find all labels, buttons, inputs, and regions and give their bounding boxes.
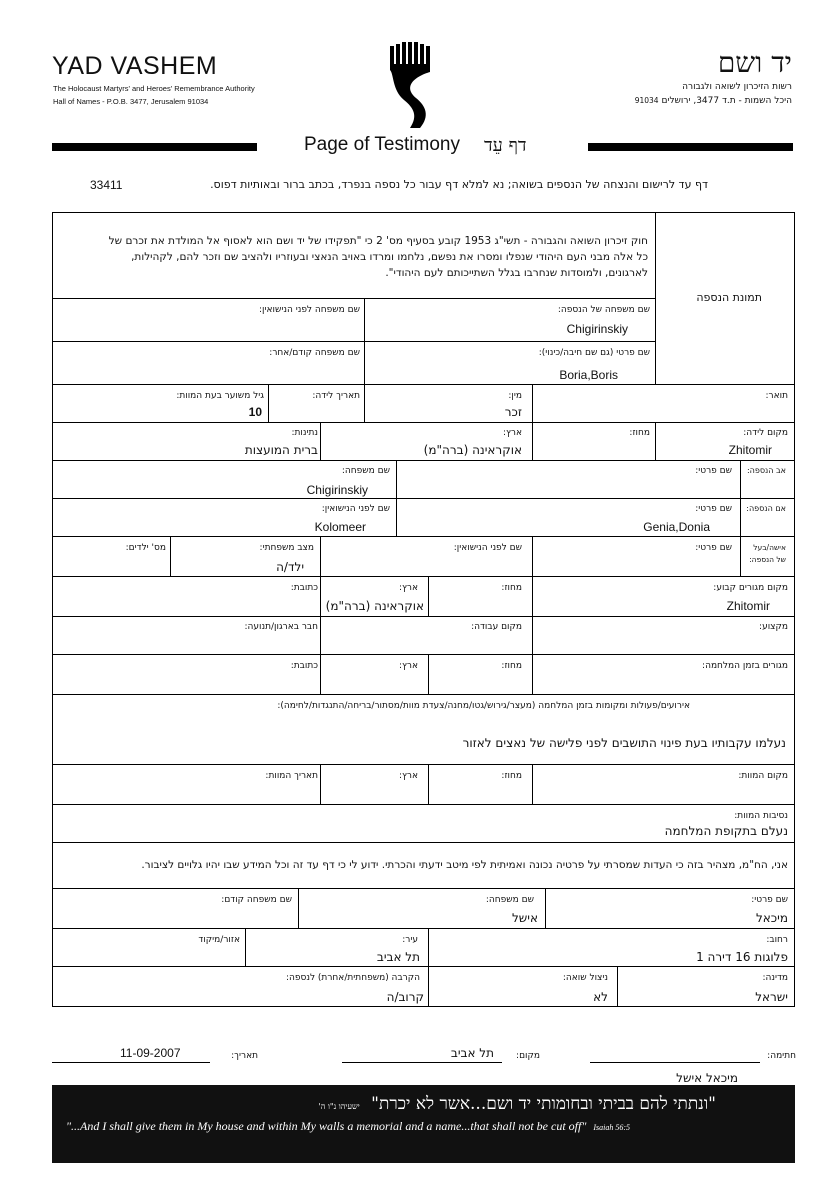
death-district-label: מחוז: (501, 771, 522, 781)
death-circumstances-label: נסיבות המוות: (734, 811, 788, 821)
victim-gender-label: מין: (508, 391, 522, 401)
death-date-label: תאריך המוות: (265, 771, 318, 781)
member-label: חבר בארגון/תנועה: (244, 622, 318, 632)
residence-district-label: מחוז: (501, 583, 522, 593)
submitter-street-label: רחוב: (766, 935, 788, 945)
profession-label: מקצוע: (759, 622, 788, 632)
submitter-family-name[interactable]: אישל (511, 911, 538, 925)
wartime-place-label: מגורים בזמן המלחמה: (702, 661, 788, 671)
victim-nationality-label: נתינות: (291, 428, 318, 438)
father-section-label: אב הנספה: (746, 466, 786, 475)
org-subtitle-he-2-text: היכל השמות - ת.ד 3477, ירושלים (661, 96, 792, 106)
residence-address-label: כתובת: (290, 583, 318, 593)
father-family-name-label: שם משפחה: (341, 466, 390, 476)
submitter-relation-label: הקרבה (משפחתית/אחרת) לנספה: (285, 973, 420, 983)
law-text-line-2: כל אלה מבני העם היהודי שנפלו ומסרו את נפשם, נלחמו ומרדו באויב הנאצי ובעוזריו ולהציב שם וזכר להם, לקהילות, (131, 251, 648, 263)
death-place-label: מקום המוות: (738, 771, 788, 781)
spouse-section-label-1: אישה/בעל (753, 543, 786, 552)
signature-line (590, 1062, 760, 1063)
death-country-label: ארץ: (399, 771, 418, 781)
victim-district-label: מחוז: (629, 428, 650, 438)
victim-age[interactable]: 10 (248, 405, 262, 419)
victim-age-label: גיל משוער בעת המוות: (176, 391, 264, 401)
signature-label: חתימה: (767, 1051, 796, 1061)
yad-vashem-logo (386, 42, 438, 132)
spouse-first-name-label: שם פרטי: (695, 543, 732, 553)
death-circumstances[interactable]: נעלם בתקופת המלחמה (664, 824, 788, 838)
victim-first-name[interactable]: Boria,Boris (559, 368, 618, 382)
residence-country-label: ארץ: (399, 583, 418, 593)
spouse-marital[interactable]: ילד/ה (276, 560, 304, 574)
victim-first-name-label: שם פרטי (גם שם חיבה/כינוי): (538, 348, 650, 358)
submitter-country-label: מדינה: (762, 973, 788, 983)
spouse-maiden-label: שם לפני הנישואין: (453, 543, 522, 553)
law-text-line-3: לארגונים, ולמוסדות שנחרבו בגלל השתייכותם לעם היהודי". (385, 267, 648, 279)
submitter-family-name-label: שם משפחה: (485, 895, 534, 905)
footer-quote-en-text: "...And I shall give them in My house and within My walls a memorial and a name...that shall not be cut off" (66, 1119, 587, 1133)
footer-quote-en-ref: Isaiah 56:5 (593, 1123, 631, 1132)
wartime-address-label: כתובת: (290, 661, 318, 671)
signature-date[interactable]: 11-09-2007 (120, 1046, 181, 1060)
submitter-relation[interactable]: קרוב/ה (386, 990, 424, 1004)
page-title-en: Page of Testimony (304, 134, 460, 155)
father-family-name[interactable]: Chigirinskiy (306, 483, 368, 497)
footer-quote-he-text: "ונתתי להם בביתי ובחומותי יד ושם...אשר לא יכרת" (371, 1094, 716, 1114)
victim-prev-name-label: שם משפחה קודם/אחר: (269, 348, 360, 358)
submitter-survivor[interactable]: לא (593, 990, 608, 1004)
spouse-marital-label: מצב משפחתי: (259, 543, 314, 553)
victim-gender[interactable]: זכר (504, 405, 522, 419)
org-subtitle-en-1: The Holocaust Martyrs' and Heroes' Remembrance Authority (53, 84, 255, 93)
submitter-street[interactable]: פלוגות 16 דירה 1 (696, 950, 788, 964)
wartime-events[interactable]: נעלמו עקבותיו בעת פינוי התושבים לפני פלישה של נאצים לאזור (462, 736, 786, 750)
submitter-country[interactable]: ישראל (755, 990, 788, 1004)
victim-birthplace[interactable]: Zhitomir (728, 443, 772, 457)
instructions-text: דף עד לרישום והנצחה של הנספים בשואה; נא למלא דף עבור כל נספה בנפרד, בכתב ברור ובאותיות דפוס. (210, 178, 708, 191)
signature-date-label: תאריך: (231, 1051, 258, 1061)
victim-family-name-label: שם משפחה של הנספה: (557, 305, 650, 315)
signer-name: מיכאל אישל (676, 1071, 738, 1085)
footer-quote-en (66, 1119, 630, 1134)
mother-first-name-label: שם פרטי: (695, 504, 732, 514)
org-subtitle-he-1: רשות הזיכרון לשואה ולגבורה (682, 82, 792, 92)
mother-maiden[interactable]: Kolomeer (314, 520, 366, 534)
photo-label: תמונת הנספה (696, 291, 762, 304)
residence-place[interactable]: Zhitomir (726, 599, 770, 613)
submitter-zip-label: אזור/מיקוד (198, 935, 240, 945)
wartime-country-label: ארץ: (399, 661, 418, 671)
father-first-name-label: שם פרטי: (695, 466, 732, 476)
form-number: 33411 (90, 178, 123, 192)
mother-first-name[interactable]: Genia,Donia (643, 520, 710, 534)
spouse-section-label-2: של הנספה: (749, 555, 786, 564)
law-text-line-1: חוק זיכרון השואה והגבורה - תשי"ג 1953 קובע בסעיף מס' 2 כי "תפקידו של יד ושם הוא לאסוף אל המולדת את זכרם של (108, 235, 648, 247)
victim-nationality[interactable]: ברית המועצות (244, 443, 318, 457)
org-subtitle-en-2: Hall of Names - P.O.B. 3477, Jerusalem 91034 (53, 97, 209, 106)
signature-date-line (52, 1062, 210, 1063)
signature-place-line (342, 1062, 502, 1063)
footer-quote-he (319, 1094, 716, 1114)
footer-quote-he-ref: ישעיהו נ"ו ה' (318, 1102, 360, 1111)
signature-place[interactable]: תל אביב (450, 1046, 494, 1060)
spouse-children-label: מס' ילדים: (125, 543, 166, 553)
submitter-first-name[interactable]: מיכאל (755, 911, 788, 925)
title-bar-right (588, 143, 793, 151)
workplace-label: מקום עבודה: (471, 622, 522, 632)
org-subtitle-he-2 (635, 96, 792, 106)
mother-maiden-label: שם לפני הנישואין: (321, 504, 390, 514)
org-name-he: יד ושם (717, 46, 792, 79)
signature-place-label: מקום: (516, 1051, 540, 1061)
submitter-city[interactable]: תל אביב (376, 950, 420, 964)
wartime-events-label: אירועים/פעולות ומקומות בזמן המלחמה (מעצר/גירוש/גטו/מחנה/צעדת מוות/מסתור/בריחה/התנגדות/לחימה): (277, 701, 690, 711)
residence-country[interactable]: אוקראינה (ברה"מ) (325, 599, 424, 613)
submitter-first-name-label: שם פרטי: (751, 895, 788, 905)
victim-birthplace-label: מקום לידה: (743, 428, 788, 438)
victim-country[interactable]: אוקראינה (ברה"מ) (423, 443, 522, 457)
org-subtitle-he-2-zip: 91034 (634, 96, 659, 105)
submitter-survivor-label: ניצול שואה: (562, 973, 608, 983)
page-title-he: דף עֵד (484, 135, 527, 156)
victim-maiden-name-label: שם משפחה לפני הנישואין: (259, 305, 360, 315)
org-name-en: YAD VASHEM (52, 52, 218, 80)
submitter-prev-name-label: שם משפחה קודם: (221, 895, 292, 905)
victim-birth-date-label: תאריך לידה: (312, 391, 360, 401)
submitter-city-label: עיר: (402, 935, 418, 945)
victim-country-label: ארץ: (503, 428, 522, 438)
victim-title-label: תואר: (765, 391, 788, 401)
mother-section-label: אם הנספה: (746, 504, 786, 513)
declaration-text: אני, הח"מ, מצהיר בזה כי העדות שמסרתי על פרטיה נכונה ואמיתית לפי מיטב ידעתי והכרתי. ידוע לי כי דף עד זה וכל המידע שבו יהיו גלויים לציבור. (141, 859, 788, 871)
victim-family-name[interactable]: Chigirinskiy (566, 322, 628, 336)
wartime-district-label: מחוז: (501, 661, 522, 671)
title-bar-left (52, 143, 257, 151)
residence-place-label: מקום מגורים קבוע: (713, 583, 788, 593)
